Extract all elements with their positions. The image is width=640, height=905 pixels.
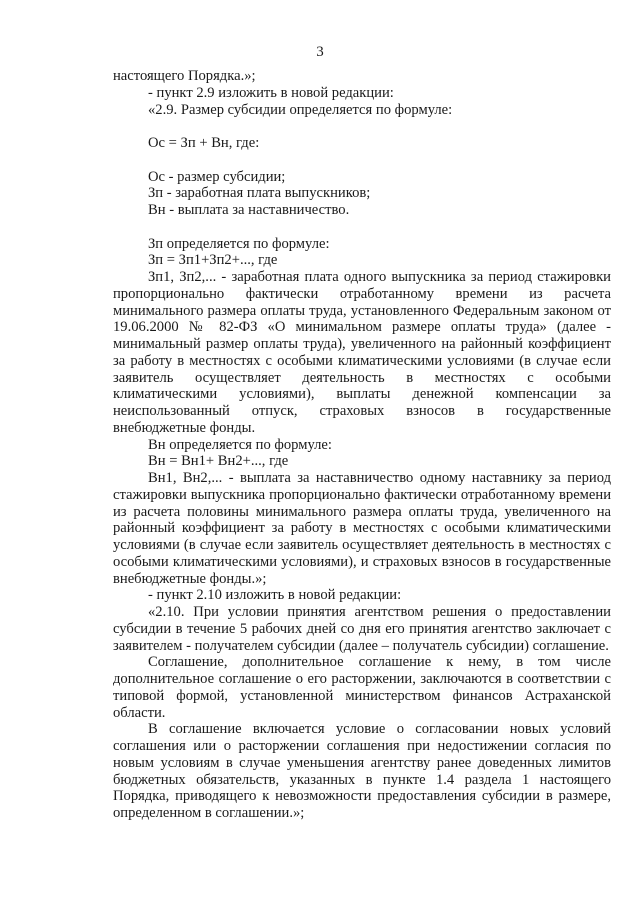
paragraph: Зп определяется по формуле:: [148, 235, 330, 252]
blank-line: [113, 118, 611, 135]
paragraph: «2.9. Размер субсидии определяется по формуле:: [148, 101, 453, 118]
paragraph: - пункт 2.10 изложить в новой редакции:: [148, 587, 402, 604]
paragraph: Вн1, Вн2,... - выплата за наставничество одному наставнику за период стажировки выпускника пропорционально фактически отработанному времени из расчета половины минимального размера оплаты труда, увеличенного на районный коэффициент за работу в местностях с особыми климатическими условиями (в случае если заявитель осуществляет деятельность в местностях с особыми климатическими условиями), и страховых взносов в государственные внебюджетные фонды.»;: [113, 470, 611, 587]
definition-line: Ос - размер субсидии;: [148, 168, 286, 185]
formula-zp: Зп = Зп1+Зп2+..., где: [148, 252, 278, 269]
paragraph: Соглашение, дополнительное соглашение к нему, в том числе дополнительное соглашение о его расторжении, заключаются в соответствии с типовой формой, установленной министерством финансов Астраханской области.: [113, 654, 611, 721]
definition-line: Вн - выплата за наставничество.: [148, 202, 350, 218]
paragraph: В соглашение включается условие о согласовании новых условий соглашения или о расторжении соглашения при недостижении согласия по новым условиям в случае уменьшения агентству ранее доведенных лимитов бюджетных обязательств, указанных в пункте 1.4 раздела 1 настоящего Порядка, приводящего к невозможности предоставления субсидии в размере, определенном в соглашении.»;: [113, 721, 611, 821]
formula-main: Ос = Зп + Вн, где:: [148, 135, 260, 151]
document-body: [113, 68, 611, 822]
paragraph: «2.10. При условии принятия агентством решения о предоставлении субсидии в течение 5 рабочих дней со дня его принятия агентство заключает с заявителем - получателем субсидии (далее – получатель субсидии) соглашение.: [113, 604, 611, 654]
blank-line: [113, 219, 611, 236]
paragraph: Вн определяется по формуле:: [148, 436, 332, 453]
blank-line: [113, 152, 611, 169]
page-number: 3: [316, 44, 324, 60]
formula-vn: Вн = Вн1+ Вн2+..., где: [148, 453, 289, 470]
paragraph: настоящего Порядка.»;: [113, 68, 256, 84]
paragraph: Зп1, Зп2,... - заработная плата одного выпускника за период стажировки пропорционально фактически отработанному времени из расчета минимального размера оплаты труда, установленного Федеральным законом от 19.06.2000 № 82-ФЗ «О минимальном размере оплаты труда» (далее - минимальный размер оплаты труда), увеличенного на районный коэффициент за работу в местностях с особыми климатическими условиями (в случае если заявитель осуществляет деятельность в местностях с особыми климатическими условиями), выплаты денежной компенсации за неиспользованный отпуск, страховых взносов в государственные внебюджетные фонды.: [113, 269, 611, 436]
definition-line: Зп - заработная плата выпускников;: [148, 185, 371, 202]
paragraph: - пункт 2.9 изложить в новой редакции:: [148, 84, 394, 101]
